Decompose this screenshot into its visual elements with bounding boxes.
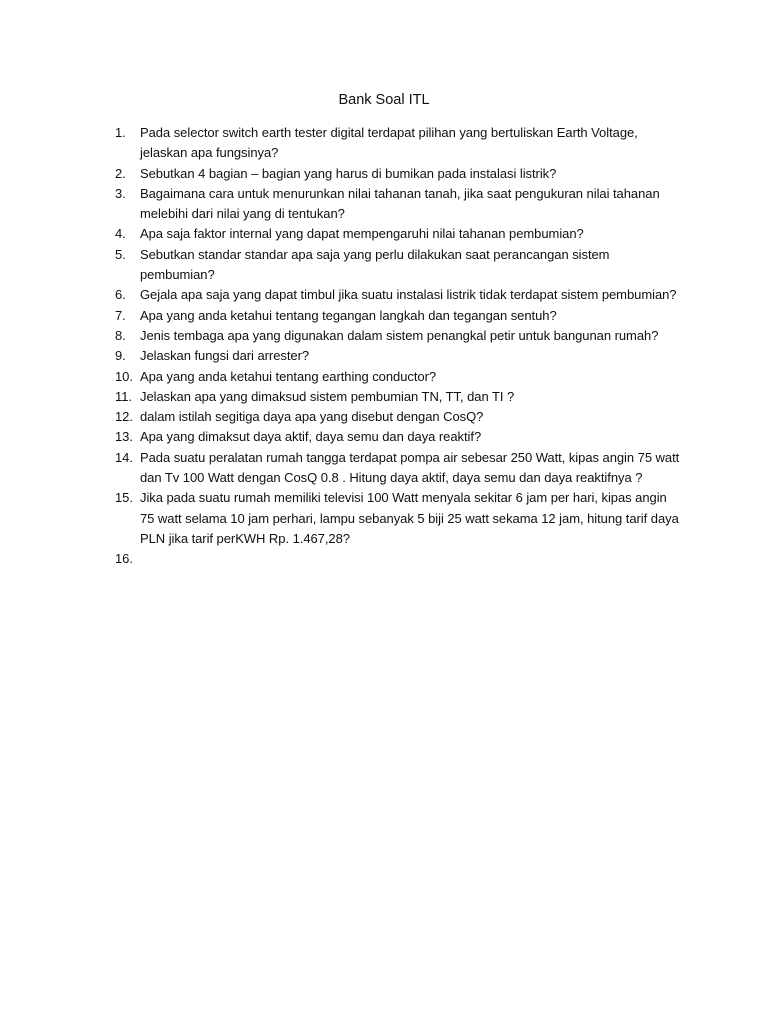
question-item — [115, 224, 680, 244]
question-number: 7. — [115, 307, 126, 323]
question-text: Apa saja faktor internal yang dapat mempengaruhi nilai tahanan pembumian? — [140, 226, 584, 242]
question-number: 3. — [115, 185, 126, 201]
question-item — [115, 326, 680, 346]
document-title: Bank Soal ITL — [338, 92, 430, 108]
question-item — [115, 306, 680, 326]
question-item — [115, 488, 680, 549]
question-number: 6. — [115, 287, 126, 303]
question-text: Sebutkan standar standar apa saja yang perlu dilakukan saat perancangan sistem pembumian? — [140, 246, 610, 283]
question-number: 15. — [115, 490, 133, 506]
question-text: Jelaskan apa yang dimaksud sistem pembumian TN, TT, dan TI ? — [140, 388, 515, 404]
question-number: 13. — [115, 429, 133, 445]
question-item — [115, 245, 680, 286]
question-item — [115, 407, 680, 427]
question-text: Jelaskan fungsi dari arrester? — [140, 348, 310, 364]
question-text: Bagaimana cara untuk menurunkan nilai tahanan tanah, jika saat pengukuran nilai tahanan melebihi dari nilai yang di tentukan? — [140, 185, 660, 222]
question-text: Apa yang dimaksut daya aktif, daya semu dan daya reaktif? — [140, 429, 482, 445]
question-item — [115, 123, 680, 164]
question-text: Gejala apa saja yang dapat timbul jika suatu instalasi listrik tidak terdapat sistem pembumian? — [140, 287, 677, 303]
question-number: 10. — [115, 368, 133, 384]
question-item — [115, 285, 680, 305]
question-item — [115, 164, 680, 184]
question-item — [115, 346, 680, 366]
question-number: 16. — [115, 551, 133, 567]
question-item — [115, 387, 680, 407]
question-list — [115, 123, 680, 567]
question-number: 1. — [115, 125, 126, 140]
question-text: dalam istilah segitiga daya apa yang disebut dengan CosQ? — [140, 409, 484, 425]
question-number: 8. — [115, 327, 126, 343]
question-number: 9. — [115, 348, 126, 364]
question-text: Pada selector switch earth tester digital terdapat pilihan yang bertuliskan Earth Voltage, jelaskan apa fungsinya? — [140, 125, 638, 161]
question-text: Jika pada suatu rumah memiliki televisi 100 Watt menyala sekitar 6 jam per hari, kipas angin 75 watt selama 10 jam perhari, lampu sebanyak 5 biji 25 watt sekama 12 jam, hitung tarif daya PLN jika tarif perKWH Rp. 1.467,28? — [140, 490, 679, 546]
question-text: Jenis tembaga apa yang digunakan dalam sistem penangkal petir untuk bangunan rumah? — [140, 327, 659, 343]
question-item — [115, 367, 680, 387]
question-item — [115, 427, 680, 447]
question-number: 4. — [115, 226, 126, 242]
question-text: Apa yang anda ketahui tentang tegangan langkah dan tegangan sentuh? — [140, 307, 557, 323]
question-number: 5. — [115, 246, 126, 262]
question-number: 14. — [115, 449, 133, 465]
question-text: Sebutkan 4 bagian – bagian yang harus di bumikan pada instalasi listrik? — [140, 165, 557, 181]
question-number: 12. — [115, 409, 133, 425]
question-number: 11. — [115, 388, 132, 404]
question-item — [115, 448, 680, 489]
question-text: Apa yang anda ketahui tentang earthing conductor? — [140, 368, 437, 384]
question-number: 2. — [115, 165, 126, 181]
question-text: Pada suatu peralatan rumah tangga terdapat pompa air sebesar 250 Watt, kipas angin 75 watt dan Tv 100 Watt dengan CosQ 0.8 . Hitung daya aktif, daya semu dan daya reaktifnya ? — [140, 449, 680, 486]
question-item — [115, 184, 680, 225]
